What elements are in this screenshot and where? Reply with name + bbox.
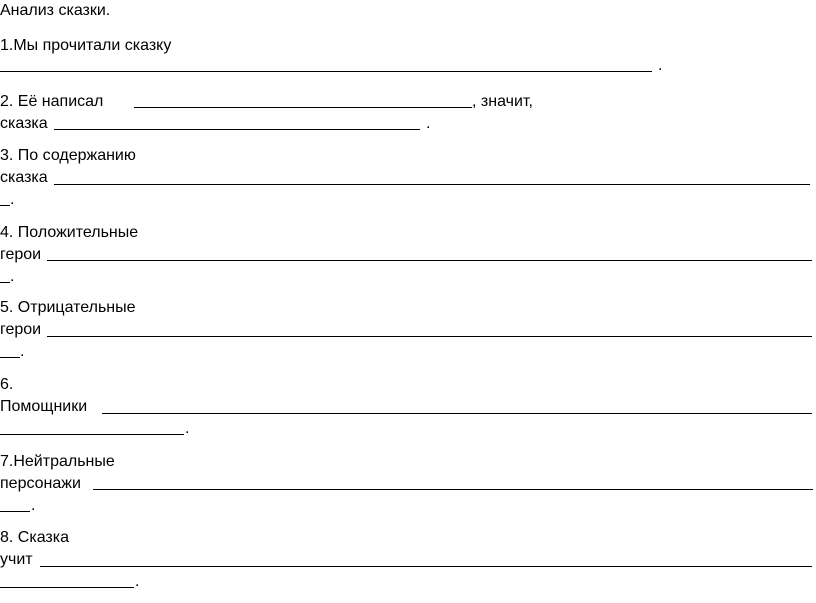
question-7-label: 7.Нейтральные <box>0 453 115 470</box>
question-3-answer-line-2[interactable] <box>0 205 10 206</box>
question-2-author-line[interactable] <box>134 107 472 108</box>
question-7-answer-line[interactable] <box>93 489 813 490</box>
question-3-label: 3. По содержанию <box>0 147 136 164</box>
question-4-end: . <box>10 268 15 285</box>
question-4-label-2: герои <box>0 246 42 263</box>
question-7-end: . <box>31 497 36 514</box>
question-2-type-line[interactable] <box>54 129 420 130</box>
question-4-answer-line-2[interactable] <box>0 282 10 283</box>
question-8-answer-line-2[interactable] <box>0 587 134 588</box>
question-2-middle: , значит, <box>472 93 533 110</box>
question-2-end: . <box>426 115 431 132</box>
question-5-answer-line-2[interactable] <box>0 357 20 358</box>
question-1-label: 1.Мы прочитали сказку <box>0 37 172 54</box>
question-1-answer-line[interactable] <box>0 71 652 72</box>
question-6-answer-line[interactable] <box>102 413 812 414</box>
question-5-label: 5. Отрицательные <box>0 299 136 316</box>
question-6-end: . <box>185 420 190 437</box>
question-3-end: . <box>10 191 15 208</box>
question-6-answer-line-2[interactable] <box>0 434 184 435</box>
question-6-label: 6. <box>0 376 14 393</box>
question-4-label: 4. Положительные <box>0 224 139 241</box>
question-7-answer-line-2[interactable] <box>0 511 30 512</box>
question-3-label-2: сказка <box>0 169 48 186</box>
question-3-answer-line[interactable] <box>54 184 810 185</box>
question-5-answer-line[interactable] <box>47 336 812 337</box>
question-2-label: 2. Её написал <box>0 93 104 110</box>
worksheet-title: Анализ сказки. <box>0 2 111 19</box>
question-8-label: 8. Сказка <box>0 529 69 546</box>
question-5-end: . <box>20 343 25 360</box>
question-4-answer-line[interactable] <box>47 260 812 261</box>
question-8-end: . <box>135 573 140 590</box>
question-8-answer-line[interactable] <box>40 566 812 567</box>
question-8-label-2: учит <box>0 551 33 568</box>
question-7-label-2: персонажи <box>0 475 81 492</box>
question-6-label-2: Помощники <box>0 398 88 415</box>
question-1-end: . <box>658 57 663 74</box>
question-2-label-2: сказка <box>0 115 48 132</box>
question-5-label-2: герои <box>0 321 42 338</box>
